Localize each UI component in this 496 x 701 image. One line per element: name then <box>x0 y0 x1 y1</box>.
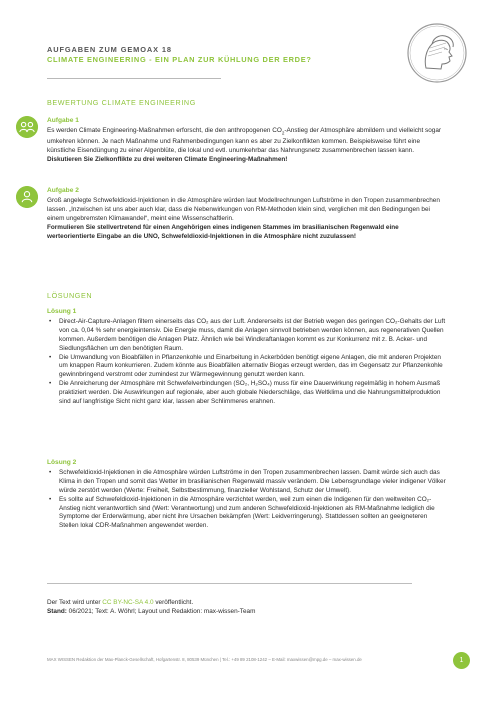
license-link[interactable]: CC BY-NC-SA 4.0 <box>102 599 154 606</box>
solution-1-title: Lösung 1 <box>47 308 77 315</box>
task-1-text-a: Es werden Climate Engineering-Maßnahmen erforscht, die den anthropogenen CO <box>47 126 282 134</box>
stand-text: 06/2021; Text: A. Wöhrl; Layout und Redaktion: max-wissen-Team <box>66 608 256 616</box>
task-1-text-b: -Anstieg der Atmosphäre abmildern und vielleicht sogar umkehren können. Je nach Maßnahme und Rahmenbedingungen kann es aber zu Zielkonflikten kommen. Beispielsweise führt eine künstliche Eisendüngung zu einer Algenblüte, die lokal und evtl. unumkehrbar das Nahrungsnetz zusammenbrechen lassen kann. <box>47 126 442 154</box>
task-2-text: Groß angelegte Schwefeldioxid-Injektionen in die Atmosphäre würden laut Modellrechnungen Luftströme in den Tropen zusammenbrechen lassen. „Inzwischen ist uns aber auch klar, dass die Nebenwirkungen von RM-Methoden klein sind, verglichen mit den Bedingungen bei einem ungebremsten Klimawandel“, meint eine Wissenschaftlerin. <box>47 196 440 222</box>
person-icon <box>16 186 38 208</box>
header-divider <box>47 78 221 79</box>
group-people-icon <box>16 116 38 138</box>
task-1-subscript: 2 <box>281 130 285 136</box>
solution-2 <box>47 459 447 531</box>
solution-1-item: • Direct-Air-Capture-Anlagen filtern einerseits das CO₂ aus der Luft. Andererseits ist der Betrieb wegen des geringen CO₂-Gehalts der Luft von ca. 0,04 % sehr energieintensiv. Die Energie muss, damit die Anlagen sinnvoll betrieben werden können, aus regenerativen Quellen kommen. Außerdem benötigen die Anlagen Platz. Ähnlich wie bei Windkraftanlagen kommt es zur Konkurrenz mit z. B. Acker- und Siedlungsflächen um den benötigten Raum. <box>47 318 447 354</box>
task-1-instruction: Diskutieren Sie Zielkonflikte zu drei weiteren Climate Engineering-Maßnahmen! <box>47 155 288 163</box>
solution-2-list <box>47 469 447 531</box>
footer-address: MAX WISSEN Redaktion der Max-Planck-Gesellschaft, Hofgartenstr. 8, 80539 München | Tel.: +49 89 2108-1242 – E-Mail: maxwissen@mpg.de – max-wissen.de <box>47 657 362 662</box>
solution-2-title: Lösung 2 <box>47 459 77 466</box>
solution-1 <box>47 308 447 407</box>
solution-1-item: • Die Anreicherung der Atmosphäre mit Schwefelverbindungen (SO₂, H₂SO₄) muss für eine Dauerwirkung regelmäßig in hohem Ausmaß praktiziert werden. Die Auswirkungen auf regionale, aber auch globale Niederschläge, das Weltklima und die Nahrungsmittelproduktion sind auf langfristige Sicht nicht ganz klar, lassen aber Schlimmeres erahnen. <box>47 380 447 407</box>
task-2 <box>47 187 447 241</box>
page-number: 1 <box>453 652 470 669</box>
minerva-logo-icon <box>406 22 468 84</box>
solution-2-item: • Es sollte auf Schwefeldioxid-Injektionen in die Atmosphäre verzichtet werden, weil zum einen die Indigenen für den weltweiten CO₂-Anstieg nicht verantwortlich sind (Wert: Verantwortung) und zum anderen Schwefeldioxid-Injektionen als RM-Maßnahme lediglich die Symptome der Erderwärmung, aber nicht ihre Ursachen bekämpfen (Wert: Leidverringerung). Stattdessen sollten an geeigneteren Stellen lokal CDR-Maßnahmen angewendet werden. <box>47 496 447 532</box>
solution-1-list <box>47 318 447 407</box>
license-suffix: veröffentlicht. <box>153 599 194 606</box>
document-title: CLIMATE ENGINEERING - EIN PLAN ZUR KÜHLUNG DER ERDE? <box>47 55 312 64</box>
task-1-title: Aufgabe 1 <box>47 117 79 124</box>
footer-divider <box>47 583 412 584</box>
task-1 <box>47 117 447 165</box>
section-heading-bewertung: BEWERTUNG CLIMATE ENGINEERING <box>47 98 196 107</box>
stand-label: Stand: <box>47 608 67 616</box>
series-title: AUFGABEN ZUM GEMOAX 18 <box>47 45 172 54</box>
solution-2-item: • Schwefeldioxid-Injektionen in die Atmosphäre würden Luftströme in den Tropen zusammenbrechen lassen. Damit würde sich auch das Klima in den Tropen und somit das Wetter im brasilianischen Regenwald massiv verändern. Die Lebensgrundlage vieler indigener Völker würde zerstört werden (Werte: Freiheit, Selbstbestimmung, finanzieller Wohlstand, Schutz der Umwelt). <box>47 469 447 496</box>
task-1-text <box>47 127 447 156</box>
task-2-instruction: Formulieren Sie stellvertretend für einen Angehörigen eines indigenen Stammes im brasilianischen Regenwald eine werteorientierte Eingabe an die UNO, Schwefeldioxid-Injektionen in die Atmosphäre nicht zuzulassen! <box>47 223 399 240</box>
license-notice <box>47 598 447 617</box>
solution-1-item: • Die Umwandlung von Bioabfällen in Pflanzenkohle und Einarbeitung in Ackerböden benötigt eigene Anlagen, die mit anderen Projekten um knappen Raum konkurrieren. Zudem könnte aus Bioabfällen alternativ Biogas erzeugt werden, das im Gegensatz zur Pflanzenkohle gewinnbringend verstromt oder zumindest zur Wärmegewinnung genutzt werden kann. <box>47 354 447 381</box>
task-2-title: Aufgabe 2 <box>47 187 79 194</box>
section-heading-loesungen: LÖSUNGEN <box>47 291 93 300</box>
license-prefix: Der Text wird unter <box>47 599 103 606</box>
